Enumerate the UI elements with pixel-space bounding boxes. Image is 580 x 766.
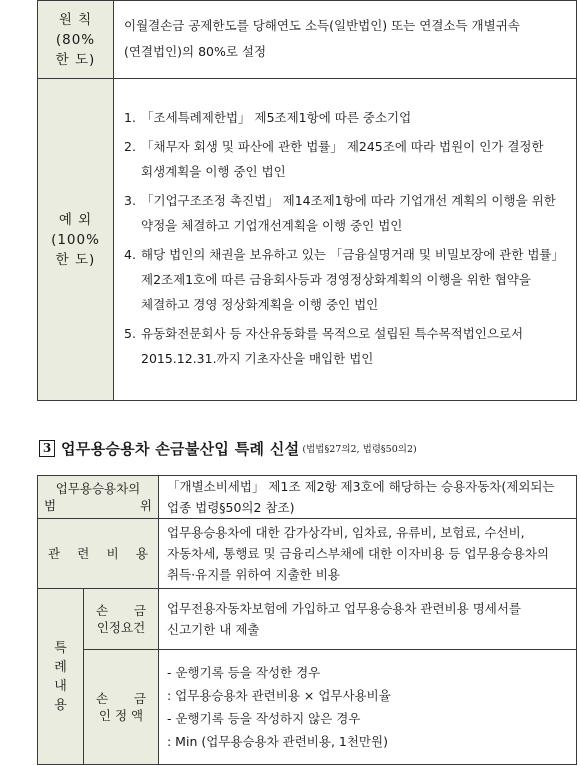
- exception-list-cell: [114, 79, 577, 401]
- item-text: 「조세특례제한법」 제5조제1항에 따른 중소기업: [141, 109, 412, 125]
- principle-label-line: 원 칙: [58, 11, 93, 28]
- cost-text: 업무용승용차에 대한 감가상각비, 임차료, 유류비, 보험료, 수선비, 자동차세, 통행료 및 금융리스부채에 대한 이자비용 등 업무용승용차의 취득·유지를 위하여 지출한 비용: [159, 519, 577, 589]
- exception-label-line: (100%: [51, 231, 100, 248]
- requirement-label: [84, 589, 159, 650]
- item-number: 2.: [124, 138, 136, 154]
- amount-label-line: 인 정 액: [98, 708, 144, 723]
- item-text: 유동화전문회사 등 자산유동화를 목적으로 설립된 특수목적법인으로서 2015.12.31.까지 기초자산을 매입한 법인: [141, 325, 524, 366]
- scope-text: 「개별소비세법」 제1조 제2항 제3호에 해당하는 승용자동차(제외되는 업종 법령§50의2 참조): [159, 476, 577, 519]
- requirement-label-line: [84, 602, 158, 619]
- section-reference: (법법§27의2, 법령§50의2): [302, 444, 417, 455]
- exception-row: [38, 79, 577, 401]
- cost-label: [38, 519, 159, 589]
- principle-text: 이월결손금 공제한도를 당해연도 소득(일반법인) 또는 연결소득 개별귀속(연결법인)의 80%로 설정: [114, 1, 577, 79]
- exception-item: [124, 242, 566, 317]
- loss-carryforward-table: [37, 0, 577, 401]
- exception-label: [38, 79, 114, 401]
- scope-label-char: 위: [139, 498, 152, 513]
- section-heading: [39, 436, 417, 460]
- scope-label-char: 범: [44, 498, 57, 513]
- requirement-label-char: 금: [133, 603, 146, 618]
- scope-row: [38, 476, 577, 519]
- exception-item: [124, 105, 566, 130]
- exception-label-line: 한 도): [55, 251, 96, 268]
- requirement-row: [38, 589, 577, 650]
- scope-label-line: 업무용승용차의: [55, 481, 141, 496]
- exception-item: [124, 134, 566, 184]
- amount-label-char: 금: [133, 691, 146, 706]
- amount-line: - 운행기록 등을 작성한 경우: [167, 665, 321, 680]
- cost-label-char: 련: [77, 546, 90, 561]
- cost-row: [38, 519, 577, 589]
- requirement-label-line: 인정요건: [96, 620, 146, 635]
- amount-text: [159, 650, 577, 765]
- scope-label: [38, 476, 159, 519]
- section-title: 업무용승용차 손금불산입 특례 신설: [61, 439, 300, 458]
- exception-item: [124, 188, 566, 238]
- principle-label: [38, 1, 114, 79]
- principle-label-line: (80%: [55, 31, 96, 48]
- special-provision-label-text: 특례내용: [54, 640, 67, 713]
- cost-label-line: [38, 545, 158, 562]
- requirement-label-char: 손: [96, 603, 109, 618]
- item-text: 해당 법인의 채권을 보유하고 있는 「금융실명거래 및 비밀보장에 관한 법률」 제2조제1호에 따른 금융회사등과 경영정상화계획의 이행을 위한 협약을 체결하고 경영 정상화계획을 이행 중인 법인: [141, 246, 565, 312]
- item-text: 「채무자 회생 및 파산에 관한 법률」 제245조에 따라 법원이 인가 결정한 회생계획을 이행 중인 법인: [141, 138, 544, 179]
- cost-label-char: 용: [135, 546, 148, 561]
- exception-item: [124, 321, 566, 371]
- amount-label-char: 손: [96, 691, 109, 706]
- amount-row: [38, 650, 577, 765]
- requirement-text: 업무전용자동차보험에 가입하고 업무용승용차 관련비용 명세서를 신고기한 내 제출: [159, 589, 577, 650]
- principle-label-line: 한 도): [55, 51, 96, 68]
- amount-label: [84, 650, 159, 765]
- item-text: 「기업구조조정 촉진법」 제14조제1항에 따라 기업개선 계획의 이행을 위한 약정을 체결하고 기업개선계획을 이행 중인 법인: [141, 192, 556, 233]
- business-vehicle-table: [37, 475, 577, 765]
- amount-line: : Min (업무용승용차 관련비용, 1천만원): [167, 734, 388, 749]
- cost-label-char: 비: [106, 546, 119, 561]
- amount-line: - 운행기록 등을 작성하지 않은 경우: [167, 711, 361, 726]
- scope-label-line: [38, 497, 158, 514]
- cost-label-char: 관: [48, 546, 61, 561]
- exception-list: [124, 105, 566, 371]
- item-number: 5.: [124, 325, 136, 341]
- amount-label-line: [84, 690, 158, 707]
- section-number-box: 3: [39, 440, 55, 457]
- special-provision-label: [38, 589, 84, 765]
- principle-row: [38, 1, 577, 79]
- item-number: 1.: [124, 109, 136, 125]
- exception-label-line: 예 외: [58, 211, 93, 228]
- item-number: 4.: [124, 246, 136, 262]
- item-number: 3.: [124, 192, 136, 208]
- amount-line: : 업무용승용차 관련비용 × 업무사용비율: [167, 688, 391, 703]
